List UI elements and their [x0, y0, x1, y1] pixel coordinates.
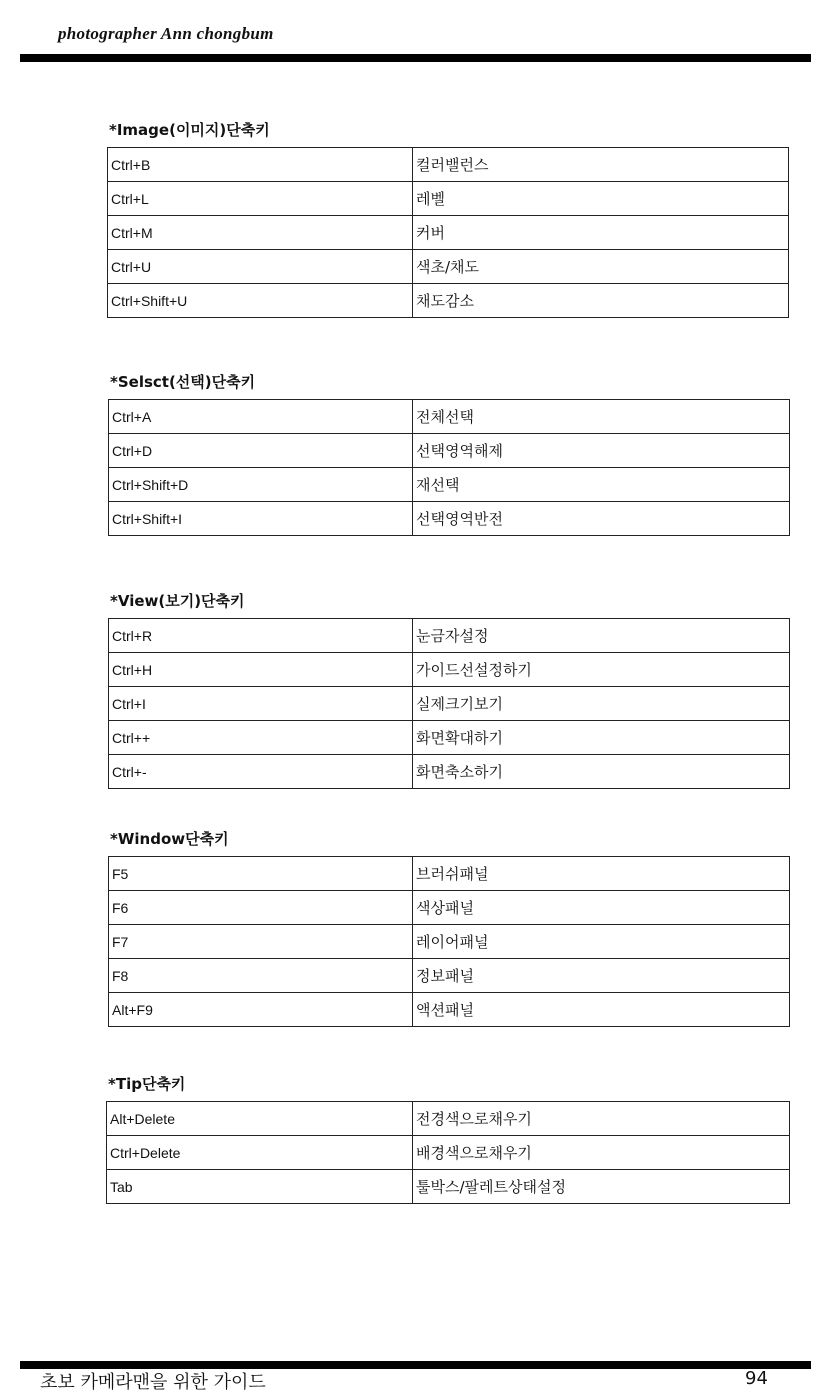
section-heading: *Image(이미지)단축키: [109, 121, 270, 139]
footer-title: 초보 카메라맨을 위한 가이드: [40, 1372, 266, 1393]
table-row: [108, 182, 789, 216]
table-row: [107, 1170, 790, 1204]
shortcut-action: 정보패널: [413, 959, 790, 993]
shortcut-key: Ctrl+R: [109, 619, 413, 653]
shortcut-action: 화면확대하기: [413, 721, 790, 755]
shortcut-action: 전체선택: [413, 400, 790, 434]
shortcut-key: F7: [109, 925, 413, 959]
shortcut-action: 레이어패널: [413, 925, 790, 959]
shortcut-action: 액션패널: [413, 993, 790, 1027]
shortcut-key: F6: [109, 891, 413, 925]
table-row: [109, 721, 790, 755]
shortcut-key: Ctrl+L: [108, 182, 413, 216]
shortcut-action: 브러쉬패널: [413, 857, 790, 891]
shortcut-action: 커버: [413, 216, 789, 250]
shortcut-action: 눈금자설정: [413, 619, 790, 653]
shortcut-action: 전경색으로채우기: [413, 1102, 790, 1136]
shortcut-key: Ctrl+M: [108, 216, 413, 250]
shortcut-key: Ctrl+-: [109, 755, 413, 789]
shortcut-key: Alt+F9: [109, 993, 413, 1027]
table-row: [109, 857, 790, 891]
header-rule: [20, 54, 811, 62]
shortcut-key: Ctrl+Shift+D: [109, 468, 413, 502]
table-row: [108, 216, 789, 250]
table-row: [108, 250, 789, 284]
table-row: [109, 468, 790, 502]
table-row: [109, 959, 790, 993]
table-row: [109, 619, 790, 653]
shortcut-key: Alt+Delete: [107, 1102, 413, 1136]
shortcut-table: [107, 147, 789, 318]
section-heading: *Window단축키: [110, 830, 229, 848]
shortcut-key: Ctrl+Shift+I: [109, 502, 413, 536]
table-row: [109, 400, 790, 434]
table-row: [109, 993, 790, 1027]
table-row: [109, 653, 790, 687]
section-select-shortcuts: [108, 373, 790, 536]
section-heading: *View(보기)단축키: [110, 592, 245, 610]
shortcut-action: 선택영역반전: [413, 502, 790, 536]
shortcut-key: Ctrl+B: [108, 148, 413, 182]
shortcut-key: Ctrl+A: [109, 400, 413, 434]
table-row: [108, 148, 789, 182]
shortcut-action: 레벨: [413, 182, 789, 216]
shortcut-key: Ctrl+Shift+U: [108, 284, 413, 318]
section-view-shortcuts: [108, 592, 790, 789]
shortcut-action: 채도감소: [413, 284, 789, 318]
shortcut-table: [106, 1101, 790, 1204]
shortcut-table: [108, 856, 790, 1027]
shortcut-action: 컬러밸런스: [413, 148, 789, 182]
section-tip-shortcuts: [106, 1075, 790, 1204]
table-row: [109, 755, 790, 789]
shortcut-key: Tab: [107, 1170, 413, 1204]
shortcut-action: 툴박스/팔레트상태설정: [413, 1170, 790, 1204]
section-heading: *Tip단축키: [108, 1075, 186, 1093]
shortcut-action: 색초/채도: [413, 250, 789, 284]
shortcut-key: F8: [109, 959, 413, 993]
section-image-shortcuts: [107, 121, 789, 318]
table-row: [107, 1136, 790, 1170]
shortcut-action: 색상패널: [413, 891, 790, 925]
shortcut-action: 선택영역해제: [413, 434, 790, 468]
shortcut-key: Ctrl+Delete: [107, 1136, 413, 1170]
shortcut-action: 가이드선설정하기: [413, 653, 790, 687]
section-heading: *Selsct(선택)단축키: [110, 373, 256, 391]
shortcut-key: F5: [109, 857, 413, 891]
table-row: [108, 284, 789, 318]
table-row: [107, 1102, 790, 1136]
shortcut-key: Ctrl+U: [108, 250, 413, 284]
shortcut-key: Ctrl+H: [109, 653, 413, 687]
shortcut-table: [108, 618, 790, 789]
shortcut-action: 실제크기보기: [413, 687, 790, 721]
table-row: [109, 502, 790, 536]
table-row: [109, 891, 790, 925]
page-number: 94: [745, 1368, 768, 1389]
shortcut-key: Ctrl+I: [109, 687, 413, 721]
shortcut-key: Ctrl++: [109, 721, 413, 755]
shortcut-action: 화면축소하기: [413, 755, 790, 789]
shortcut-table: [108, 399, 790, 536]
shortcut-action: 재선택: [413, 468, 790, 502]
table-row: [109, 434, 790, 468]
shortcut-action: 배경색으로채우기: [413, 1136, 790, 1170]
table-row: [109, 925, 790, 959]
table-row: [109, 687, 790, 721]
header-title: photographer Ann chongbum: [58, 24, 274, 43]
section-window-shortcuts: [108, 830, 790, 1027]
shortcut-key: Ctrl+D: [109, 434, 413, 468]
